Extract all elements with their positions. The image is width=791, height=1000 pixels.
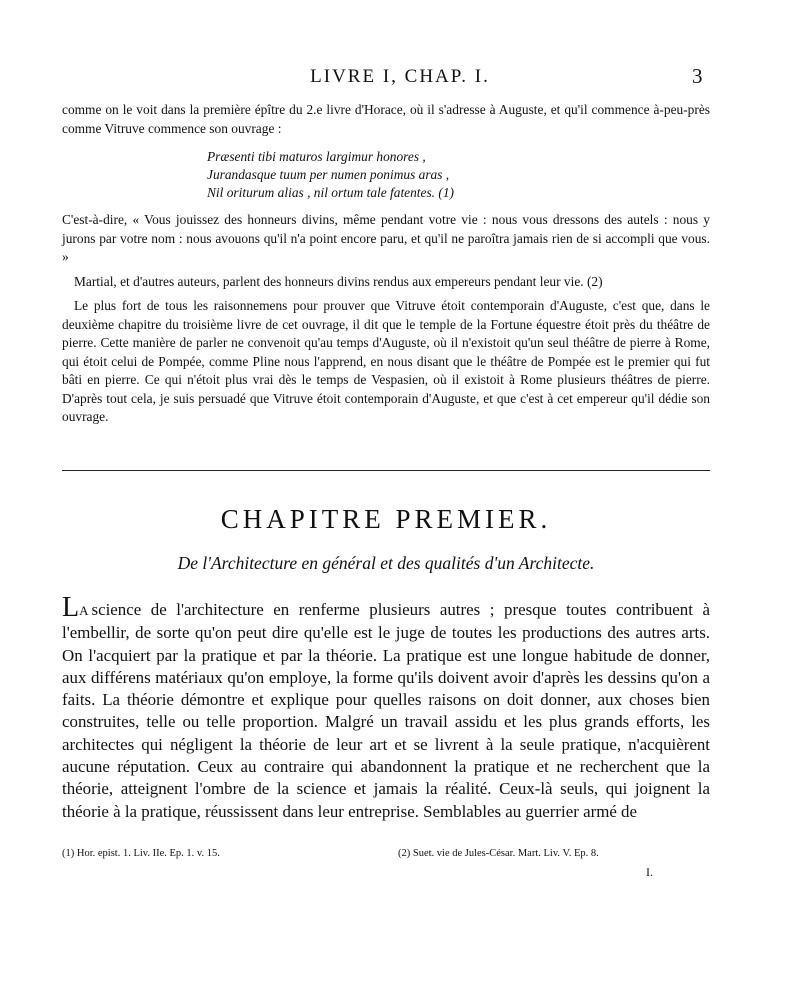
verse-line: Nil oriturum alias , nil ortum tale fatentes. (1) — [207, 185, 454, 200]
drop-cap: L — [62, 592, 80, 623]
small-cap: A — [79, 603, 89, 618]
page-number: 3 — [692, 64, 703, 88]
section-divider — [62, 470, 710, 471]
translation-paragraph: C'est-à-dire, « Vous jouissez des honneurs divins, même pendant votre vie : nous vous dressons des autels : nous y jurons par votre nom : nous avouons qu'il n'a point encore paru, et qu'il ne paroîtra jamais rien de si accompli que vous. » — [62, 212, 710, 264]
verse-line: Jurandasque tuum per numen ponimus aras , — [207, 167, 450, 182]
preface-continuation — [62, 101, 710, 427]
horace-paragraph: comme on le voit dans la première épître du 2.e livre d'Horace, où il s'adresse à Auguste, et qu'il commence à-peu-près comme Vitruve commence son ouvrage : — [62, 102, 710, 136]
footnote-1: (1) Hor. epist. 1. Liv. IIe. Ep. 1. v. 15. — [62, 848, 220, 859]
chapter-subtitle: De l'Architecture en général et des qualités d'un Architecte. — [177, 553, 595, 573]
latin-verse — [62, 148, 710, 202]
martial-paragraph: Martial, et d'autres auteurs, parlent des honneurs divins rendus aux empereurs pendant leur vie. (2) — [74, 273, 603, 289]
chapter-body — [62, 592, 710, 823]
signature-mark: I. — [646, 865, 653, 879]
chapter-title: CHAPITRE PREMIER. — [220, 504, 552, 534]
verse-line: Præsenti tibi maturos largimur honores , — [207, 149, 426, 164]
footnote-2: (2) Suet. vie de Jules-César. Mart. Liv. V. Ep. 8. — [398, 848, 599, 859]
chapter-paragraph-text: science de l'architecture en renferme plusieurs autres ; presque toutes contribuent à l'embellir, de sorte qu'on peut dire qu'elle est le juge de toutes les productions des autres arts. On l'acquiert par la pratique et par la théorie. La pratique est une longue habitude de donner, aux différens matériaux qu'on employe, la forme qu'ils doivent avoir d'après les dessins qu'on a faits. La théorie démontre et explique pour quelles raisons on doit donner, aux choses bien construites, telle ou telle proportion. Malgré un travail assidu et les plus grands efforts, les architectes qui négligent la théorie de leur art et se livrent à la seule pratique, n'acquièrent aucune réputation. Ceux au contraire qui abandonnent la pratique et ne recherchent que la théorie, atteignent l'ombre de la science et jamais la réalité. Ceux-là seuls, qui joignent la théorie à la pratique, réussissent dans leur entreprise. Semblables au guerrier armé de — [62, 600, 710, 821]
running-title: LIVRE I, CHAP. I. — [310, 66, 490, 87]
chapter-paragraph — [62, 592, 710, 823]
argument-paragraph: Le plus fort de tous les raisonnemens pour prouver que Vitruve étoit contemporain d'Auguste, c'est que, dans le deuxième chapitre du troisième livre de cet ouvrage, il dit que le temple de la Fortune équestre étoit près du théâtre de pierre. Cette manière de parler ne convenoit qu'au temps d'Auguste, où il n'existoit qu'un seul théâtre de pierre à Rome, qui étoit celui de Pompée, comme Pline nous l'apprend, en nous disant que le théâtre de Pompée est le premier qui fut bâti en pierre. Ce qui n'étoit plus vrai dès le temps de Vespasien, où il existoit à Rome plusieurs théâtres de pierre. D'après tout cela, je suis persuadé que Vitruve étoit contemporain d'Auguste, et que c'est à cet empereur qu'il dédie son ouvrage. — [62, 298, 710, 424]
